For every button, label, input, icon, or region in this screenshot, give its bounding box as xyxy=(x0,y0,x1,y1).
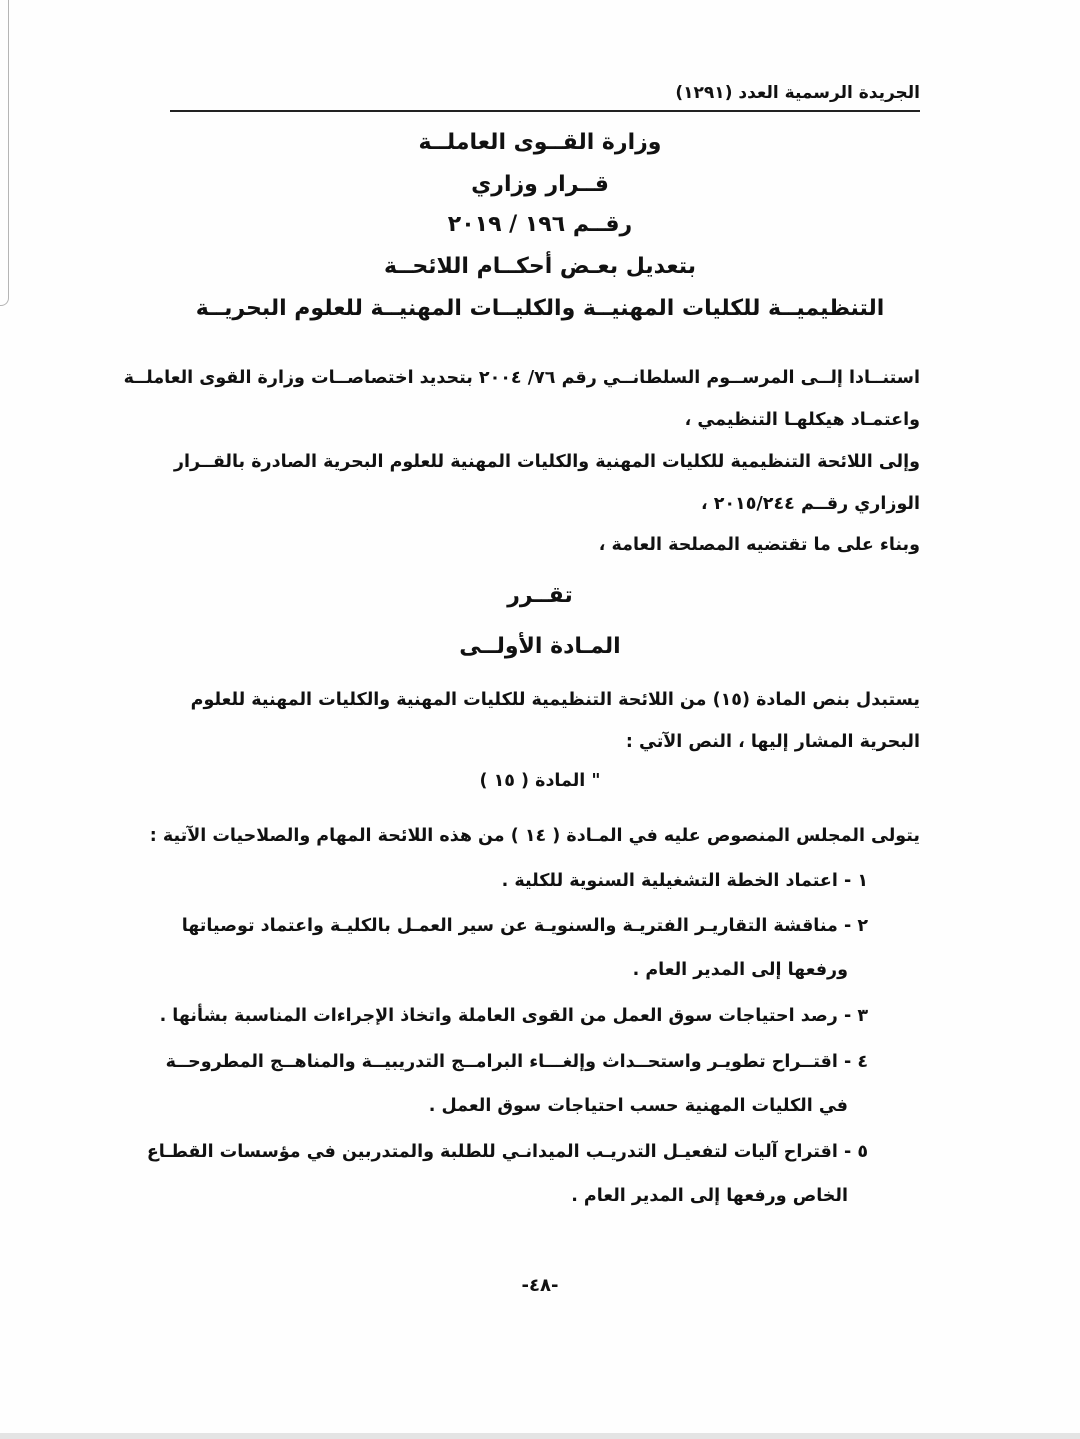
bottom-scroll-bar xyxy=(0,1433,1080,1439)
gazette-header: الجريدة الرسمية العدد (١٢٩١) xyxy=(170,80,920,112)
page-edge-decoration xyxy=(0,0,9,306)
list-item-4: ٤ - اقتــراح تطويـر واستحــداث وإلغـــاء البرامــج التدريبيــة والمناهــج المطروحــة xyxy=(165,1052,868,1072)
decision-number: رقــم ١٩٦ / ٢٠١٩ xyxy=(447,212,633,237)
article-body-line-1: يستبدل بنص المادة (١٥) من اللائحة التنظيمية للكليات المهنية والكليات المهنية للعلوم xyxy=(190,690,920,710)
preamble-line-1: استنــادا إلــى المرســوم السلطانــي رقم ٧٦/ ٢٠٠٤ بتحديد اختصاصــات وزارة القوى العاملــة xyxy=(123,368,920,388)
list-item-5-cont: الخاص ورفعها إلى المدير العام . xyxy=(571,1186,848,1206)
preamble-line-2: واعتمـاد هيكلهـا التنظيمي ، xyxy=(684,410,920,430)
list-item-4-cont: في الكليات المهنية حسب احتياجات سوق العمل . xyxy=(428,1096,848,1116)
page-number: -٤٨- xyxy=(521,1275,559,1296)
quoted-article-title: " المادة ( ١٥ ) xyxy=(479,771,601,791)
list-item-3: ٣ - رصد احتياجات سوق العمل من القوى العاملة واتخاذ الإجراءات المناسبة بشأنها . xyxy=(159,1006,868,1026)
preamble-line-5: وبناء على ما تقتضيه المصلحة العامة ، xyxy=(598,535,920,555)
list-item-2-cont: ورفعها إلى المدير العام . xyxy=(632,960,848,980)
preamble-line-4: الوزاري رقــم ٢٠١٥/٢٤٤ ، xyxy=(700,494,920,514)
ministry-title: وزارة القــوى العاملــة xyxy=(418,130,662,155)
list-item-2: ٢ - مناقشة التقاريـر الفتريـة والسنويـة عن سير العمـل بالكليـة واعتماد توصياتها xyxy=(181,916,868,936)
list-item-1: ١ - اعتماد الخطة التشغيلية السنوية للكلية . xyxy=(501,871,868,891)
decision-type: قــرار وزاري xyxy=(471,172,609,197)
subject-line-2: التنظيميــة للكليات المهنيــة والكليــات المهنيــة للعلوم البحريــة xyxy=(195,296,885,321)
preamble-line-3: وإلى اللائحة التنظيمية للكليات المهنية والكليات المهنية للعلوم البحرية الصادرة بالقــرار xyxy=(173,452,920,472)
subject-line-1: بتعديل بعـض أحكــام اللائحــة xyxy=(383,254,697,279)
powers-intro: يتولى المجلس المنصوص عليه في المـادة ( ١٤ ) من هذه اللائحة المهام والصلاحيات الآتية : xyxy=(149,826,920,846)
article-heading: المـادة الأولــى xyxy=(459,634,621,659)
decision-heading: تقــرر xyxy=(507,583,573,608)
list-item-5: ٥ - اقتراح آليات لتفعيـل التدريـب الميدانـي للطلبة والمتدربين في مؤسسات القطـاع xyxy=(146,1142,868,1162)
article-body-line-2: البحرية المشار إليها ، النص الآتي : xyxy=(625,732,920,752)
